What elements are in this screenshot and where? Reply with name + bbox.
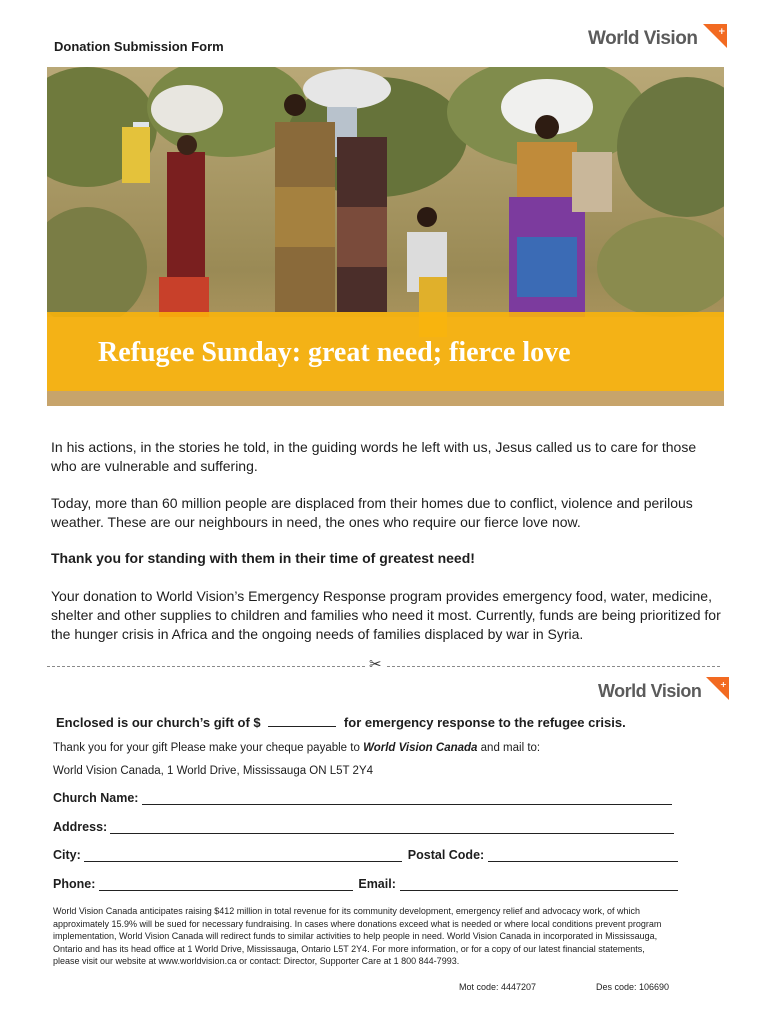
church-name-field[interactable] [142, 790, 672, 805]
gift-prefix: Enclosed is our church’s gift of $ [56, 715, 261, 730]
thanks-suffix: and mail to: [480, 742, 541, 754]
address-field[interactable] [110, 819, 674, 834]
scissors-icon: ✂ [366, 656, 385, 674]
email-label: Email: [358, 877, 396, 891]
world-vision-logo-form [598, 676, 729, 703]
thanks-prefix: Thank you for your gift Please make your cheque payable to [53, 742, 360, 754]
logo-wordmark: World Vision [588, 28, 698, 49]
church-name-row [53, 790, 672, 805]
cheque-instructions [53, 742, 540, 754]
gift-suffix: for emergency response to the refugee crisis. [343, 715, 626, 730]
address-row [53, 819, 674, 834]
city-label: City: [53, 848, 81, 862]
gift-statement [56, 715, 626, 730]
world-vision-logo [588, 22, 727, 52]
address-label: Address: [53, 820, 108, 834]
city-field[interactable] [84, 847, 402, 862]
svg-text:+: + [720, 680, 728, 689]
thank-you-heading: Thank you for standing with them in their time of greatest need! [51, 550, 475, 566]
gift-amount-field[interactable] [268, 715, 336, 727]
church-name-label: Church Name: [53, 791, 139, 805]
city-postal-row [53, 847, 678, 862]
banner-title: Refugee Sunday: great need; fierce love [98, 337, 571, 368]
logo-flag-icon-form [703, 676, 729, 700]
phone-email-row [53, 876, 678, 891]
des-code: Des code: 106690 [596, 982, 670, 992]
displacement-paragraph: Today, more than 60 million people are displaced from their homes due to conflict, violence and perilous weather. These are our neighbours in need, the ones who require our fierce love now. [51, 495, 693, 530]
form-title: Donation Submission Form [54, 39, 224, 54]
phone-field[interactable] [99, 876, 353, 891]
logo-flag-icon [699, 22, 727, 48]
fine-print-disclaimer: World Vision Canada anticipates raising $412 million in total revenue for its community development, emergency relief and advocacy work, of which approximately 15.9% will be sued for necessary fundraising. In cases where donations exceed what is needed or where local conditions prevent program implementation, World Vision Canada will redirect funds to similar activities to help people in need. World Vision Canada in incorporated in Mississauga, Ontario and has its head office at 1 World Drive, Mississauga, Ontario L5T 2Y4. For more information, or for a copy of our latest financial statements, please visit our website at www.worldvision.ca or contact: Director, Supporter Care at 1 800 844-7993. [53, 906, 662, 966]
postal-code-label: Postal Code: [407, 848, 485, 862]
postal-code-field[interactable] [488, 847, 678, 862]
phone-label: Phone: [53, 877, 96, 891]
payee-name: World Vision Canada [363, 742, 478, 754]
logo-wordmark-form: World Vision [598, 681, 702, 701]
email-field[interactable] [400, 876, 678, 891]
mot-code: Mot code: 4447207 [459, 982, 537, 992]
svg-text:+: + [718, 27, 726, 37]
intro-paragraph: In his actions, in the stories he told, in the guiding words he left with us, Jesus called us to care for those who are vulnerable and suffering. [51, 439, 697, 474]
mail-address: World Vision Canada, 1 World Drive, Mississauga ON L5T 2Y4 [53, 765, 374, 777]
donation-purpose-paragraph: Your donation to World Vision’s Emergency Response program provides emergency food, water, medicine, shelter and other supplies to children and families who need it most. Currently, funds are being prioritized for the hunger crisis in Africa and the ongoing needs of families displaced by war in Syria. [51, 588, 721, 642]
